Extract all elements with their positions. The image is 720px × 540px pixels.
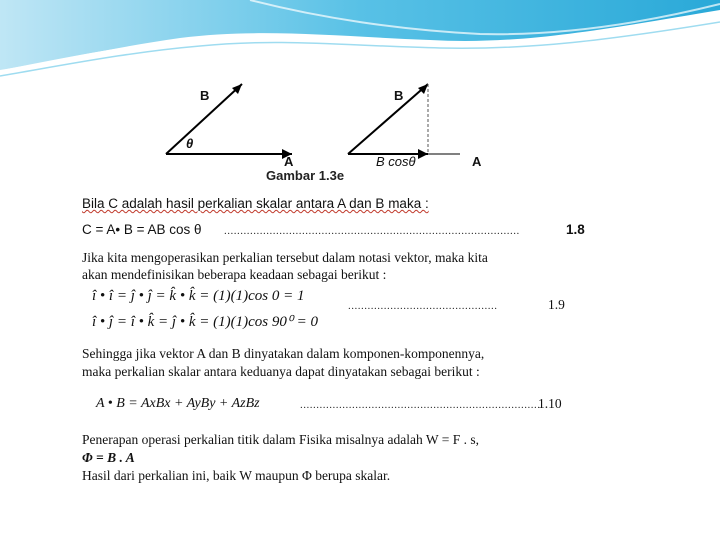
para3-line2: Φ = B . A (82, 450, 135, 465)
eq-1-8: C = A• B = AB cos θ (82, 222, 202, 237)
para1-line1: Jika kita mengoperasikan perkalian tersebut dalam notasi vektor, maka kita (82, 250, 488, 265)
eq-1-10-number: 1.10 (538, 396, 562, 411)
eq-1-10-leader: .......................................................................... (300, 399, 541, 411)
eq-1-8-leader: ........................................................................................... (224, 225, 520, 237)
para3-line1: Penerapan operasi perkalian titik dalam Fisika misalnya adalah W = F . s, (82, 432, 480, 447)
document-page (52, 72, 658, 504)
label-bcos-right: B cosθ (376, 154, 416, 169)
header-wave-decoration (0, 0, 720, 80)
label-a-left: A (284, 154, 294, 169)
label-b-left: B (200, 88, 210, 103)
eq-1-10: A • B = AxBx + AyBy + AzBz (96, 396, 260, 411)
para2-line1: Sehingga jika vektor A dan B dinyatakan dalam komponen-komponennya, (82, 346, 485, 361)
eq-1-9-number: 1.9 (548, 297, 565, 312)
label-a-right: A (472, 154, 482, 169)
para3-line3: Hasil dari perkalian ini, baik W maupun Φ berupa skalar. (82, 468, 391, 483)
eq-1-9-leader: .............................................. (348, 300, 498, 312)
vector-diagram-left (152, 78, 302, 168)
label-b-right: B (394, 88, 404, 103)
para2-line2: maka perkalian skalar antara keduanya dapat dinyatakan sebagai berikut : (82, 364, 480, 379)
eq-1-8-number: 1.8 (566, 222, 585, 237)
eq-1-9a: î • î = ĵ • ĵ = k̂ • k̂ = (1)(1)cos 0 = 1 (92, 288, 305, 304)
figure-caption: Gambar 1.3e (266, 168, 345, 183)
label-theta-left: θ (186, 136, 194, 151)
eq-1-9b: î • ĵ = î • k̂ = ĵ • k̂ = (1)(1)cos 90⁰ = 0 (92, 314, 318, 330)
intro-line: Bila C adalah hasil perkalian skalar antara A dan B maka : (82, 196, 429, 211)
para1-line2: akan mendefinisikan beberapa keadaan sebagai berikut : (82, 267, 387, 282)
